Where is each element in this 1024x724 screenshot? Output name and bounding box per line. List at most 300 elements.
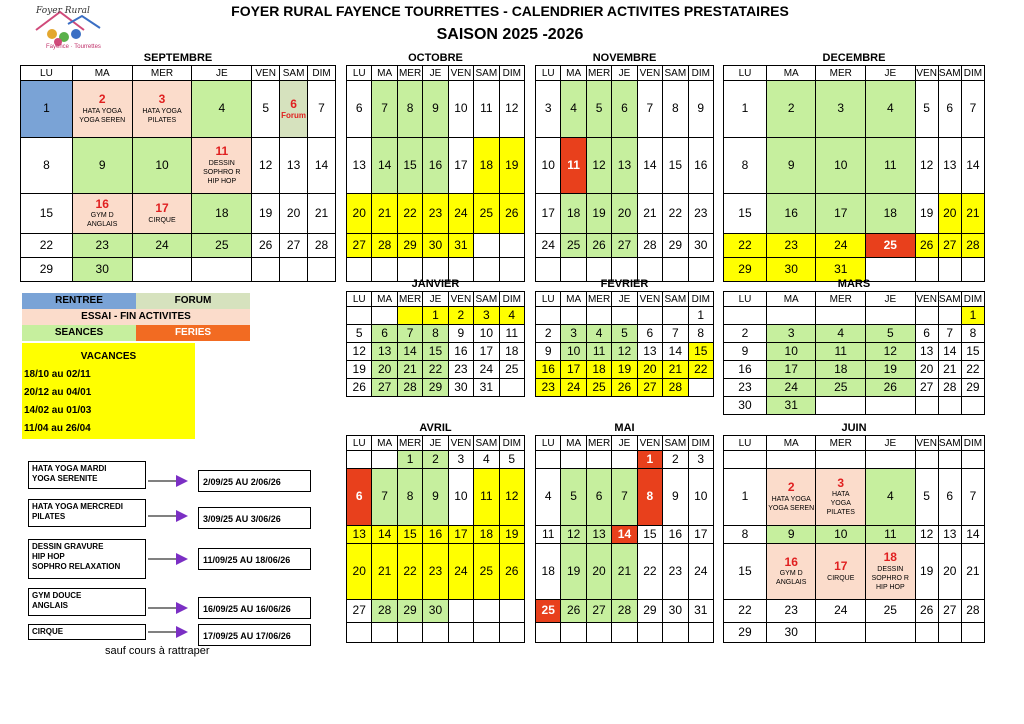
day-cell: 27	[586, 600, 611, 623]
week-row	[347, 325, 525, 343]
day-cell: 22	[724, 600, 767, 623]
day-cell: 22	[637, 544, 662, 600]
day-cell	[866, 307, 916, 325]
weekday-label: MA	[561, 292, 586, 307]
day-cell: 27	[372, 379, 397, 397]
day-cell: 8	[688, 325, 713, 343]
day-cell: 6	[938, 81, 961, 138]
day-cell: 18	[536, 544, 561, 600]
day-cell: 13	[372, 343, 397, 361]
day-cell: 26	[252, 234, 280, 258]
day-cell: 19	[499, 526, 524, 544]
week-row	[347, 138, 525, 194]
day-cell	[347, 307, 372, 325]
weekday-label: JE	[192, 66, 252, 81]
vacances-item: 20/12 au 04/01	[24, 387, 92, 398]
day-cell: 4	[499, 307, 524, 325]
day-cell: 25	[474, 544, 499, 600]
day-number: 6	[290, 96, 297, 111]
week-row	[724, 397, 985, 415]
day-cell: 15	[397, 526, 422, 544]
day-cell: 22	[397, 544, 422, 600]
day-cell	[961, 397, 984, 415]
day-cell	[499, 623, 524, 643]
weekday-label: LU	[724, 66, 767, 81]
day-cell: 27	[280, 234, 308, 258]
weekday-header	[536, 66, 714, 81]
weekday-label: VEN	[448, 66, 473, 81]
weekday-label: MA	[372, 292, 397, 307]
day-cell: 5	[612, 325, 637, 343]
day-cell	[132, 258, 192, 282]
day-cell: 20	[372, 361, 397, 379]
day-cell: 8	[397, 469, 422, 526]
day-cell	[724, 451, 767, 469]
day-activity: CIRQUE	[148, 216, 176, 224]
day-cell: 10	[688, 469, 713, 526]
week-row	[536, 307, 714, 325]
day-cell: 4	[561, 81, 586, 138]
day-cell: 16	[766, 194, 816, 234]
weekday-label: JE	[612, 66, 637, 81]
day-cell: 14	[397, 343, 422, 361]
weekday-label: VEN	[637, 292, 662, 307]
day-cell	[586, 451, 611, 469]
day-cell: 14	[308, 138, 336, 194]
day-cell: 23	[72, 234, 132, 258]
day-cell: 7	[612, 469, 637, 526]
day-cell: 30	[423, 600, 448, 623]
day-cell	[938, 451, 961, 469]
week-row	[724, 379, 985, 397]
day-cell	[372, 451, 397, 469]
day-cell: 8	[724, 138, 767, 194]
day-cell: 24	[766, 379, 816, 397]
weekday-header	[21, 66, 336, 81]
day-cell: 24	[448, 544, 473, 600]
day-cell: 19	[499, 138, 524, 194]
day-cell: 27	[612, 234, 637, 258]
day-number: 18	[883, 550, 897, 565]
week-row	[724, 469, 985, 526]
week-row	[347, 526, 525, 544]
weekday-label: MA	[561, 66, 586, 81]
day-cell: 2	[766, 81, 816, 138]
day-cell	[915, 623, 938, 643]
day-cell: 6	[347, 81, 372, 138]
month-septembre	[20, 51, 336, 282]
day-cell: 9	[536, 343, 561, 361]
day-activity: HATA YOGA YOGA SEREN	[79, 107, 126, 124]
day-cell: 7	[663, 325, 688, 343]
day-activity: GYM D ANGLAIS	[87, 212, 118, 229]
day-cell	[612, 451, 637, 469]
activity-name: HATA YOGA MERCREDI PILATES	[28, 499, 146, 527]
month-name: JUIN	[841, 422, 867, 434]
weekday-header	[724, 292, 985, 307]
weekday-label: VEN	[448, 292, 473, 307]
day-activity: HATA YOGA PILATES	[142, 107, 182, 124]
day-cell: 21	[637, 194, 662, 234]
day-cell: 31	[816, 258, 866, 282]
day-cell	[866, 623, 916, 643]
day-cell: 19	[612, 361, 637, 379]
day-cell: 28	[372, 234, 397, 258]
day-cell	[192, 138, 252, 194]
day-cell: 17	[816, 194, 866, 234]
week-row	[536, 343, 714, 361]
day-cell	[663, 307, 688, 325]
weekday-label: LU	[536, 292, 561, 307]
activity-dates: 2/09/25 AU 2/06/26	[198, 470, 311, 492]
day-cell: 19	[347, 361, 372, 379]
day-number: 2	[787, 480, 795, 495]
day-cell	[561, 451, 586, 469]
day-cell: 23	[688, 194, 713, 234]
weekday-label: MER	[398, 293, 422, 305]
week-row	[536, 544, 714, 600]
day-cell: 13	[347, 526, 372, 544]
day-cell: 9	[724, 343, 767, 361]
month-table	[535, 435, 714, 643]
day-number: 17	[834, 559, 848, 574]
day-cell: 10	[474, 325, 499, 343]
day-cell: 9	[766, 138, 816, 194]
day-cell: 8	[663, 81, 688, 138]
day-cell: 27	[637, 379, 662, 397]
month-name: SEPTEMBRE	[143, 52, 213, 64]
day-cell: 12	[347, 343, 372, 361]
day-cell: 21	[308, 194, 336, 234]
day-cell: 15	[397, 138, 422, 194]
day-cell	[915, 397, 938, 415]
weekday-label: VEN	[916, 437, 937, 449]
day-cell: 28	[308, 234, 336, 258]
day-cell	[637, 307, 662, 325]
day-cell: 6	[372, 325, 397, 343]
day-cell: 3	[536, 81, 561, 138]
day-cell: 12	[586, 138, 611, 194]
day-cell: 19	[915, 544, 938, 600]
day-cell: 19	[866, 361, 916, 379]
legend-feries: FERIES	[136, 325, 250, 341]
activity-name: HATA YOGA MARDI YOGA SERENITE	[28, 461, 146, 489]
day-cell	[280, 81, 308, 138]
day-cell: 15	[688, 343, 713, 361]
weekday-label: DIM	[961, 292, 984, 307]
day-cell: 29	[423, 379, 448, 397]
weekday-label: JE	[866, 292, 916, 307]
day-cell: 28	[372, 600, 397, 623]
day-cell: 28	[663, 379, 688, 397]
week-row	[347, 379, 525, 397]
vacances-item: 18/10 au 02/11	[24, 369, 91, 380]
day-cell: 21	[961, 544, 984, 600]
day-cell: 26	[499, 544, 524, 600]
day-cell	[347, 451, 372, 469]
day-cell: 11	[474, 81, 499, 138]
weekday-header	[536, 436, 714, 451]
day-cell: 12	[499, 469, 524, 526]
day-cell: 8	[637, 469, 662, 526]
week-row	[347, 194, 525, 234]
day-cell: 11	[536, 526, 561, 544]
day-cell: 20	[938, 194, 961, 234]
week-row	[347, 623, 525, 643]
day-cell: 26	[561, 600, 586, 623]
week-row	[724, 544, 985, 600]
day-cell: 29	[724, 623, 767, 643]
weekday-label: SAM	[938, 67, 961, 79]
weekday-label: MER	[587, 437, 611, 449]
day-cell	[423, 623, 448, 643]
arrow-right-icon	[148, 625, 196, 639]
day-cell: 13	[938, 138, 961, 194]
day-cell: 30	[72, 258, 132, 282]
day-cell: 24	[816, 600, 866, 623]
day-cell	[372, 307, 397, 325]
day-cell: 1	[21, 81, 73, 138]
day-activity: HATA YOGA YOGA SEREN	[768, 495, 815, 512]
day-cell: 21	[372, 194, 397, 234]
weekday-label: MA	[766, 66, 816, 81]
day-cell	[474, 600, 499, 623]
arrow-right-icon	[148, 601, 196, 615]
month-table	[535, 65, 714, 282]
day-cell: 25	[192, 234, 252, 258]
day-cell	[499, 234, 524, 258]
day-cell: 1	[724, 81, 767, 138]
day-cell: 23	[423, 194, 448, 234]
day-cell: 6	[586, 469, 611, 526]
week-row	[21, 138, 336, 194]
weekday-label: LU	[21, 66, 73, 81]
day-cell: 17	[474, 343, 499, 361]
day-cell: 19	[561, 544, 586, 600]
weekday-label: SAM	[475, 293, 498, 305]
day-cell: 10	[132, 138, 192, 194]
day-cell	[448, 623, 473, 643]
day-cell: 7	[397, 325, 422, 343]
day-cell: 23	[663, 544, 688, 600]
day-activity: CIRQUE	[827, 574, 855, 582]
day-cell: 22	[663, 194, 688, 234]
day-cell: 21	[372, 544, 397, 600]
day-cell	[816, 469, 866, 526]
day-cell	[474, 623, 499, 643]
day-cell	[280, 258, 308, 282]
day-cell: 21	[663, 361, 688, 379]
day-cell: 12	[915, 526, 938, 544]
legend-essai: ESSAI - FIN ACTIVITES	[22, 309, 250, 325]
arrow-right-icon	[148, 474, 196, 488]
legend-forum: FORUM	[136, 293, 250, 309]
day-number: 16	[784, 554, 798, 569]
day-cell	[536, 623, 561, 643]
day-activity: HATA YOGA PILATES	[826, 491, 855, 517]
activity-name: GYM DOUCE ANGLAIS	[28, 588, 146, 616]
weekday-label: DIM	[499, 436, 524, 451]
day-cell: 8	[724, 526, 767, 544]
day-cell: 16	[423, 138, 448, 194]
weekday-header	[347, 66, 525, 81]
day-cell: 18	[474, 526, 499, 544]
day-cell: 26	[586, 234, 611, 258]
week-row	[21, 194, 336, 234]
day-cell: 13	[612, 138, 637, 194]
day-cell: 18	[474, 138, 499, 194]
week-row	[21, 258, 336, 282]
day-cell: 31	[688, 600, 713, 623]
day-cell	[938, 623, 961, 643]
day-cell: 4	[866, 469, 916, 526]
day-cell: 18	[866, 194, 916, 234]
day-cell: 12	[915, 138, 938, 194]
weekday-label: MA	[561, 436, 586, 451]
day-cell	[132, 194, 192, 234]
day-number: 16	[95, 196, 109, 211]
day-cell: 15	[423, 343, 448, 361]
day-cell: 14	[961, 526, 984, 544]
day-cell: 6	[938, 469, 961, 526]
weekday-label: SAM	[664, 67, 687, 79]
day-cell: 25	[499, 361, 524, 379]
day-cell: 29	[397, 234, 422, 258]
weekday-label: VEN	[916, 67, 937, 79]
day-cell: 16	[536, 361, 561, 379]
day-cell: 9	[766, 526, 816, 544]
legend-rentree: RENTREE	[22, 293, 136, 309]
day-cell: 20	[637, 361, 662, 379]
day-cell: 4	[192, 81, 252, 138]
week-row	[724, 138, 985, 194]
week-row	[347, 469, 525, 526]
day-cell: 9	[423, 469, 448, 526]
day-cell: 29	[637, 600, 662, 623]
day-cell: 3	[448, 451, 473, 469]
weekday-label: LU	[347, 292, 372, 307]
activity-name: CIRQUE	[28, 624, 146, 640]
day-cell: 14	[612, 526, 637, 544]
week-row	[21, 234, 336, 258]
day-cell: 11	[586, 343, 611, 361]
day-cell: 5	[561, 469, 586, 526]
day-activity: DESSIN SOPHRO R HIP HOP	[203, 159, 241, 185]
day-cell	[72, 81, 132, 138]
day-cell: 30	[448, 379, 473, 397]
weekday-label: MA	[72, 66, 132, 81]
week-row	[347, 234, 525, 258]
day-cell: 18	[192, 194, 252, 234]
day-cell	[724, 307, 767, 325]
day-cell: 24	[561, 379, 586, 397]
day-cell: 11	[866, 138, 916, 194]
day-cell: 24	[448, 194, 473, 234]
day-number: 11	[215, 144, 229, 159]
day-cell: 8	[21, 138, 73, 194]
day-cell: 17	[766, 361, 816, 379]
day-cell: 30	[688, 234, 713, 258]
day-cell: 20	[347, 544, 372, 600]
day-cell: 4	[474, 451, 499, 469]
day-cell: 11	[561, 138, 586, 194]
day-cell: 13	[938, 526, 961, 544]
day-cell	[132, 81, 192, 138]
day-cell: 24	[132, 234, 192, 258]
day-cell: 28	[938, 379, 961, 397]
day-cell: 23	[766, 600, 816, 623]
vacances-item: 11/04 au 26/04	[24, 423, 91, 434]
week-row	[724, 325, 985, 343]
activity-dates: 16/09/25 AU 16/06/26	[198, 597, 311, 619]
week-row	[536, 234, 714, 258]
weekday-label: JE	[866, 66, 916, 81]
weekday-label: SAM	[938, 437, 961, 449]
day-cell: 17	[536, 194, 561, 234]
week-row	[724, 600, 985, 623]
day-cell: 25	[561, 234, 586, 258]
week-row	[536, 526, 714, 544]
day-cell: 13	[586, 526, 611, 544]
week-row	[536, 600, 714, 623]
day-cell: 14	[372, 138, 397, 194]
day-cell: 12	[561, 526, 586, 544]
day-cell: 22	[724, 234, 767, 258]
day-cell: 24	[688, 544, 713, 600]
vacances-item: 14/02 au 01/03	[24, 405, 92, 416]
day-cell: 23	[423, 544, 448, 600]
week-row	[724, 194, 985, 234]
day-cell: 26	[612, 379, 637, 397]
weekday-label: DIM	[688, 66, 713, 81]
weekday-label: MER	[816, 66, 866, 81]
day-cell	[612, 623, 637, 643]
day-cell: 27	[938, 600, 961, 623]
day-cell: 9	[448, 325, 473, 343]
day-cell: 24	[816, 234, 866, 258]
week-row	[724, 526, 985, 544]
weekday-label: VEN	[252, 66, 280, 81]
day-cell: 22	[423, 361, 448, 379]
weekday-label: LU	[347, 66, 372, 81]
day-cell	[586, 623, 611, 643]
day-cell: 22	[961, 361, 984, 379]
day-cell: 13	[280, 138, 308, 194]
weekday-header	[536, 292, 714, 307]
day-cell: 7	[637, 81, 662, 138]
day-number: 17	[155, 201, 169, 216]
day-cell: 16	[688, 138, 713, 194]
day-cell: 29	[663, 234, 688, 258]
day-cell: 25	[866, 600, 916, 623]
weekday-label: MER	[398, 67, 422, 79]
weekday-label: LU	[536, 66, 561, 81]
month-decembre	[723, 51, 985, 282]
day-activity: GYM D ANGLAIS	[776, 570, 807, 587]
weekday-label: SAM	[938, 293, 961, 305]
weekday-label: MER	[816, 436, 866, 451]
day-cell	[192, 258, 252, 282]
day-cell	[816, 307, 866, 325]
day-cell: 26	[915, 600, 938, 623]
day-cell: 14	[372, 526, 397, 544]
weekday-label: DIM	[499, 292, 524, 307]
day-cell: 10	[448, 81, 473, 138]
week-row	[724, 81, 985, 138]
day-cell: 30	[766, 258, 816, 282]
day-cell: 3	[474, 307, 499, 325]
day-cell: 1	[397, 451, 422, 469]
